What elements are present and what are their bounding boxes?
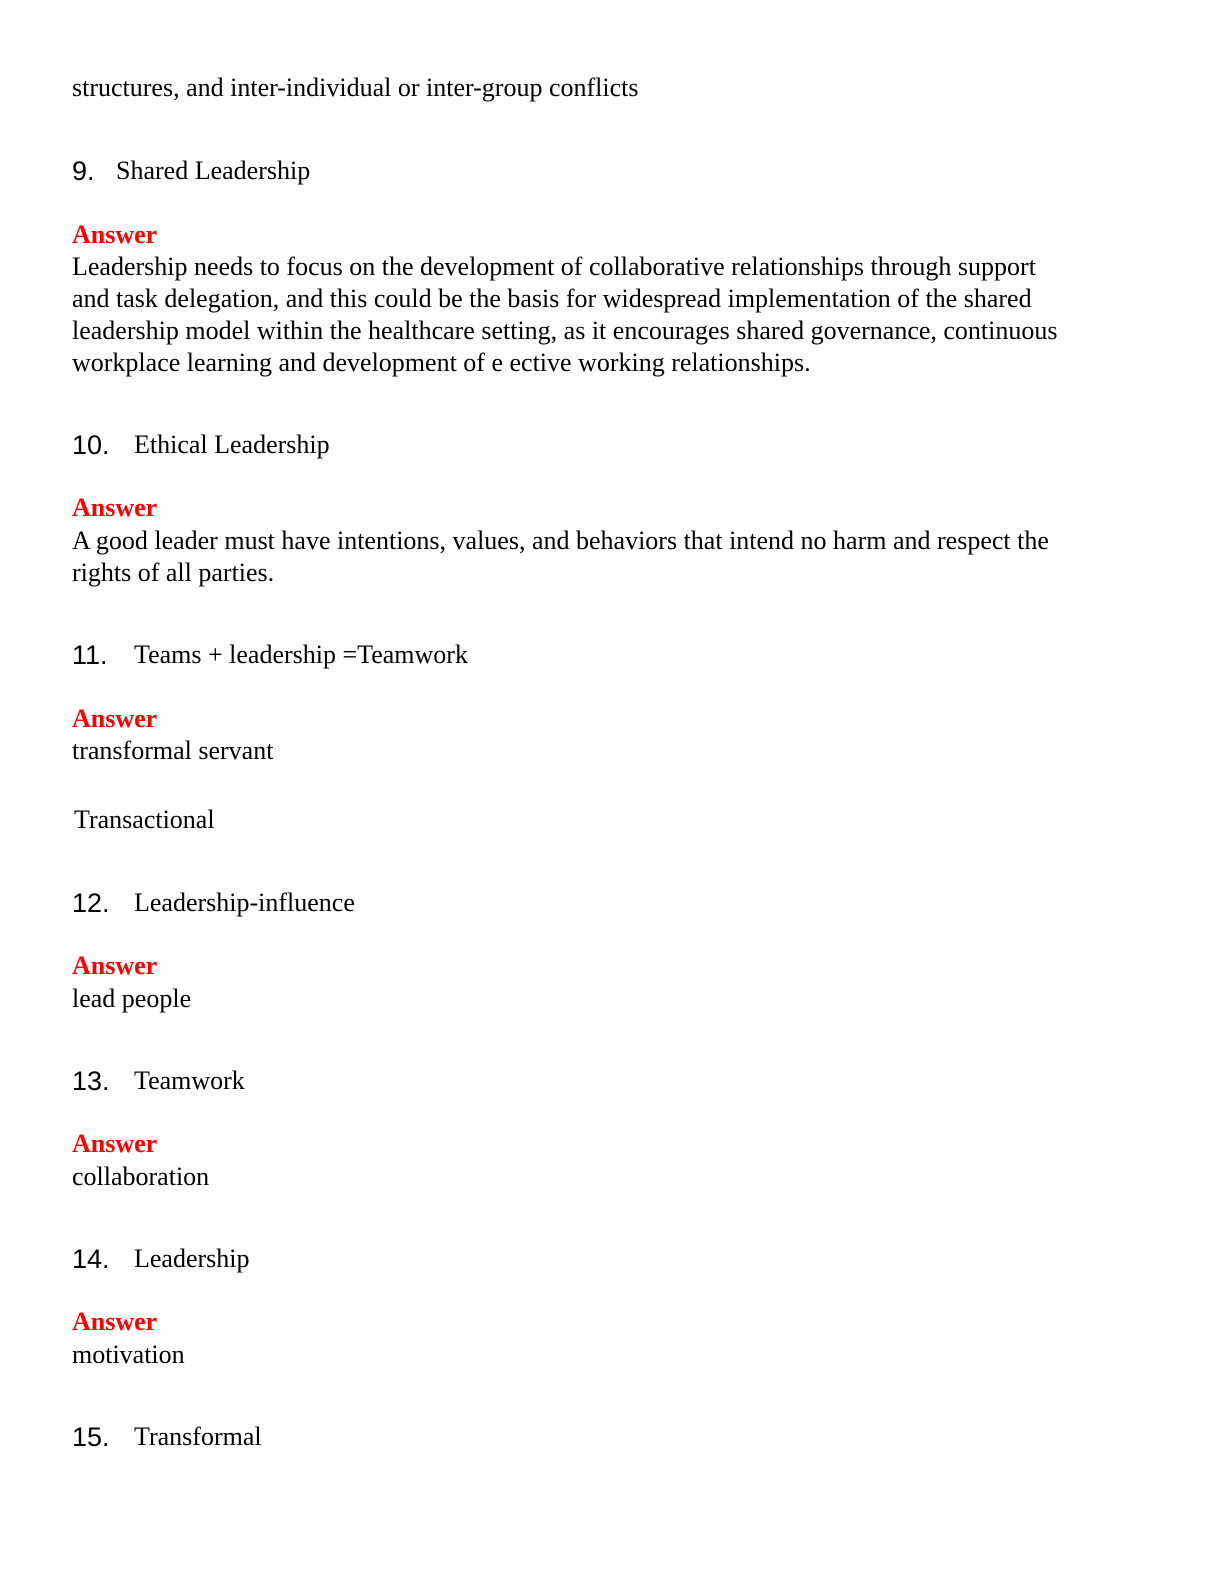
- question-number: 15.: [72, 1422, 110, 1452]
- question-term: Leadership: [134, 1244, 250, 1273]
- answer-label: Answer: [72, 704, 158, 733]
- question-term: Transformal: [134, 1422, 262, 1451]
- question-number: 13.: [72, 1066, 110, 1096]
- question-number: 10.: [72, 430, 110, 460]
- answer-label: Answer: [72, 493, 158, 522]
- answer-line: Leadership needs to focus on the development of collaborative relationships through support: [72, 252, 1036, 281]
- answer-line: and task delegation, and this could be the basis for widespread implementation of the shared: [72, 284, 1032, 313]
- question-term: Teams + leadership =Teamwork: [134, 640, 468, 669]
- answer-line: transformal servant: [72, 736, 274, 765]
- answer-line: A good leader must have intentions, values, and behaviors that intend no harm and respect the: [72, 526, 1049, 555]
- answer-line: workplace learning and development of e ective working relationships.: [72, 348, 811, 377]
- question-number: 14.: [72, 1244, 110, 1274]
- question-number: 9.: [72, 156, 95, 186]
- answer-label: Answer: [72, 951, 158, 980]
- question-number: 12.: [72, 888, 110, 918]
- answer-line: lead people: [72, 984, 192, 1013]
- answer-label: Answer: [72, 1129, 158, 1158]
- continuation-text: structures, and inter-individual or inter-group conflicts: [72, 73, 639, 102]
- question-term: Teamwork: [134, 1066, 245, 1095]
- answer-line: collaboration: [72, 1162, 210, 1191]
- answer-line: motivation: [72, 1340, 185, 1369]
- question-number: 11.: [72, 640, 108, 670]
- answer-label: Answer: [72, 1307, 158, 1336]
- answer-line: leadership model within the healthcare setting, as it encourages shared governance, continuous: [72, 316, 1058, 345]
- question-term: Ethical Leadership: [134, 430, 330, 459]
- answer-label: Answer: [72, 220, 158, 249]
- answer-line: rights of all parties.: [72, 558, 275, 587]
- answer-line: Transactional: [74, 805, 215, 834]
- question-term: Leadership-influence: [134, 888, 355, 917]
- question-term: Shared Leadership: [116, 156, 311, 185]
